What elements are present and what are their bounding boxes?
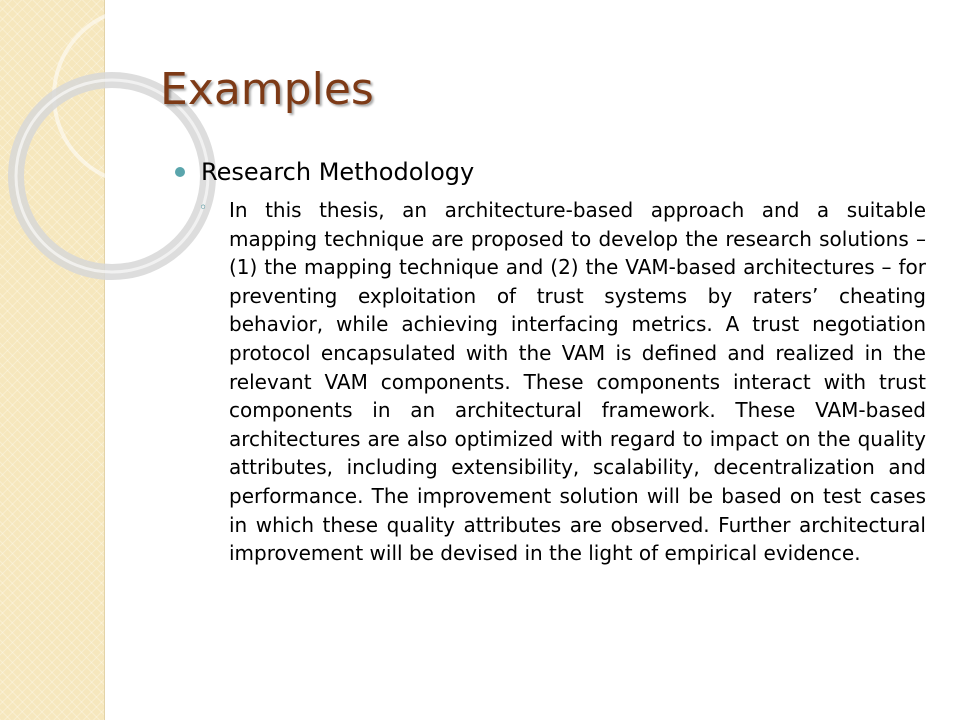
slide-title: Examples [160, 64, 374, 115]
bullet-research-methodology [175, 155, 474, 189]
filled-circle-bullet-icon [175, 167, 185, 177]
hollow-circle-bullet-icon: ◦ [199, 200, 208, 216]
bullet-label: Research Methodology [201, 158, 475, 186]
concentric-rings-icon [0, 0, 240, 300]
methodology-paragraph: In this thesis, an architecture-based approach and a suitable mapping technique are proposed to develop the research solutions – (1) the mapping technique and (2) the VAM-based architectures – for preventing exploitation of trust systems by raters’ cheating behavior, while achieving interfacing metrics. A trust negotiation protocol encapsulated with the VAM is defined and realized in the relevant VAM components. These components interact with trust components in an architectural framework. These VAM-based architectures are also optimized with regard to impact on the quality attributes, including extensibility, scalability, decentralization and performance. The improvement solution will be based on test cases in which these quality attributes are observed. Further architectural improvement will be devised in the light of empirical evidence. [229, 198, 926, 566]
